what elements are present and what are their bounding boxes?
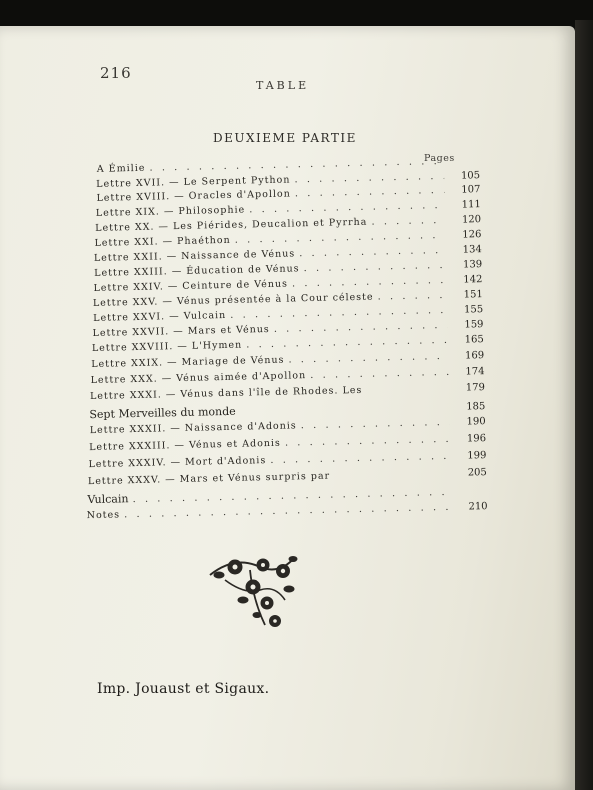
toc-entry: Lettre XXX. — Vénus aimée d'Apollon . . . 174 — [91, 366, 485, 390]
floral-ornament-icon — [205, 545, 300, 635]
pages-column-label: Pages — [424, 153, 455, 164]
toc-entry: Lettre XXV. — Vénus présentée à la Cour céleste . . . 151 — [93, 289, 483, 313]
section-title: DEUXIEME PARTIE — [213, 131, 357, 145]
toc-entry: Lettre XIX. — Philosophie . . . 111 — [96, 199, 481, 223]
toc-entry: Lettre XXI. — Phaéthon . . . 126 — [94, 229, 481, 253]
toc-entry: Lettre XXXV. — Mars et Vénus surpris par 205 — [87, 467, 487, 488]
toc-entry: Lettre XXXIV. — Mort d'Adonis . . . 199 — [88, 450, 486, 474]
toc-entry: Sept Merveilles du monde 185 — [89, 401, 486, 422]
toc-entry: Lettre XX. — Les Piérides, Deucalion et Pyrrha . . . 120 — [95, 214, 481, 238]
toc-entry: Lettre XXVII. — Mars et Vénus . . . 159 — [92, 319, 483, 343]
toc-entry: Lettre XVIII. — Oracles d'Apollon . . . 107 — [96, 184, 480, 208]
toc-entry: Lettre XXXIII. — Vénus et Adonis . . . 196 — [89, 433, 486, 457]
toc-entry: A Émilie . . . — [97, 155, 479, 179]
printer-imprint: Imp. Jouaust et Sigaux. — [97, 681, 270, 697]
toc-entry: Lettre XVII. — Le Serpent Python . . . 105 — [96, 170, 480, 194]
toc-entry: Lettre XXIV. — Ceinture de Vénus . . . 142 — [93, 274, 482, 298]
toc-entry: Lettre XXIX. — Mariage de Vénus . . . 169 — [91, 350, 484, 374]
toc-entry: Vulcain . . . — [87, 484, 487, 508]
toc-entry: Lettre XXIII. — Éducation de Vénus . . . 139 — [94, 259, 482, 283]
toc-entry: Notes . . . 210 — [87, 501, 488, 525]
page-number: 216 — [100, 64, 132, 82]
toc-entry: Lettre XXVI. — Vulcain . . . 155 — [93, 304, 483, 328]
toc-entry: Lettre XXXI. — Vénus dans l'île de Rhodes. Les 179 — [89, 382, 486, 403]
toc-entry: Lettre XXVIII. — L'Hymen . . . 165 — [92, 334, 484, 358]
toc-entry: Lettre XXXII. — Naissance d'Adonis . . . 190 — [90, 416, 486, 440]
running-head: TABLE — [256, 79, 310, 92]
toc-entry: Lettre XXII. — Naissance de Vénus . . . 134 — [94, 244, 482, 268]
